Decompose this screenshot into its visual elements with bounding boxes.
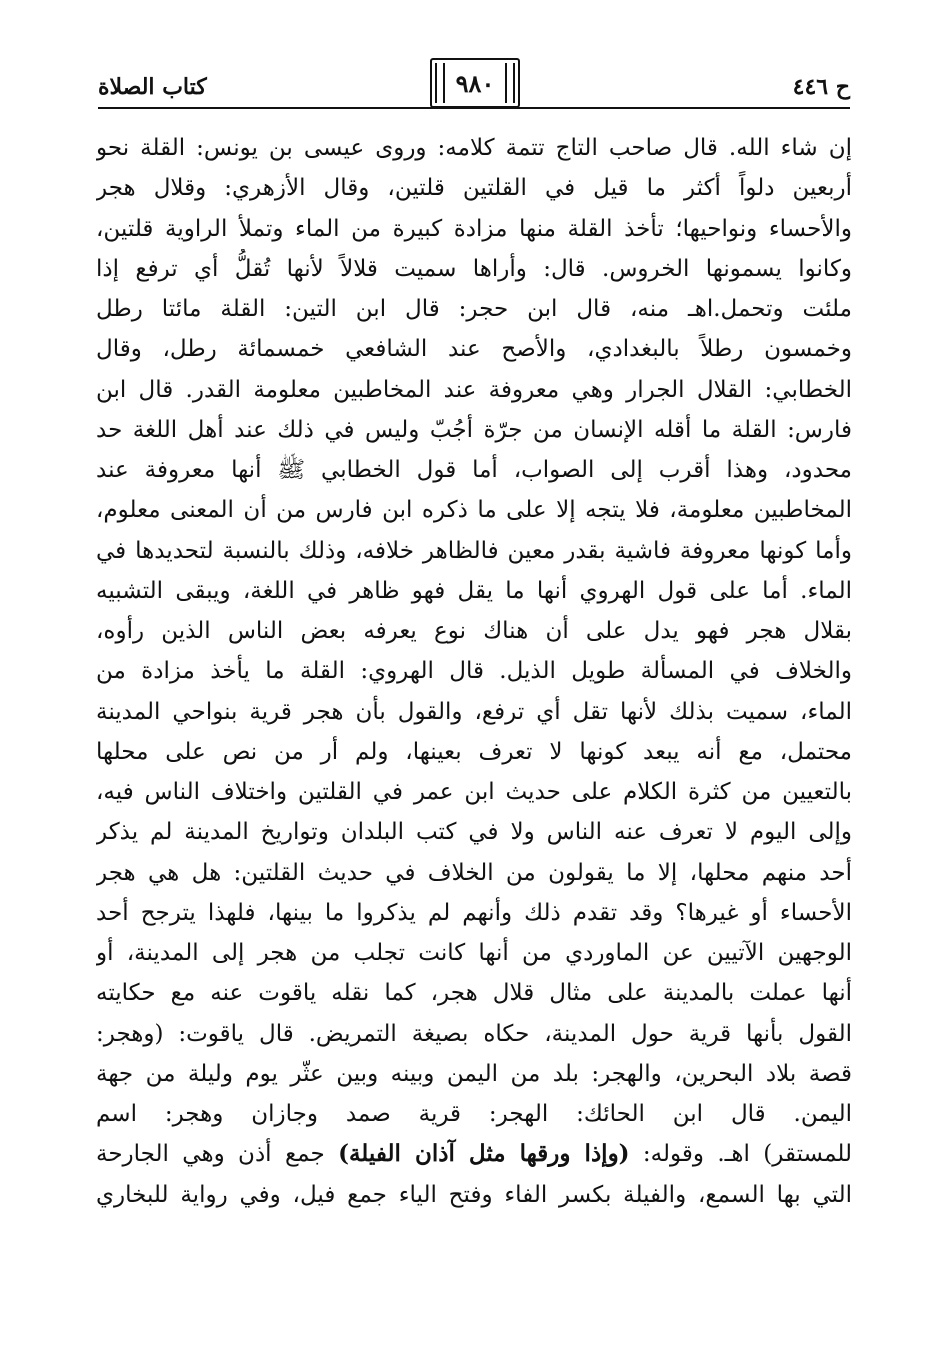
text-line: الماء. أما على قول الهروي أنها ما يقل فهو ظاهر في اللغة، ويبقى التشبيه [96,577,852,604]
hadith-quote: (وإذا ورقها مثل آذان الفيلة) [338,1140,630,1168]
text-line: أنها عملت بالمدينة على مثال قلال هجر، كما نقله ياقوت عنه مع حكايته [96,980,852,1007]
text-line: ملئت وتحمل.اهـ منه، قال ابن حجر: قال ابن التين: القلة مائتا رطل [96,296,852,322]
text-line: بقلال هجر فهو يدل على أن هناك نوع يعرفه بعض الناس الذين رأوه، [96,618,852,644]
text-line: الأحساء أو غيرها؟ وقد تقدم ذلك وأنهم لم يذكروا ما بينها، فلهذا يترجح أحد [96,899,852,926]
text-line: إن شاء الله. قال صاحب التاج تتمة كلامه: وروى عيسى بن يونس: القلة نحو [96,135,852,161]
text-line-quote [96,1134,852,1174]
text-line: الوجهين الآتيين عن الماوردي من أنها كانت تجلب من هجر إلى المدينة، أو [96,940,852,966]
page-number: ٩٨٠ [455,69,495,98]
header-divider [98,107,850,109]
text-line: أربعين دلواً أكثر ما قيل في القلتين قلتين، وقال الأزهري: وقلال هجر [96,175,852,202]
text-line: وخمسون رطلاً بالبغدادي، والأصح عند الشافعي خمسمائة رطل، وقال [96,336,852,363]
page-header [98,58,850,110]
page-number-frame [430,58,520,108]
page-reference: ح ٤٤٦ [792,74,850,100]
text-line: وإلى اليوم لا تعرف عنه الناس ولا في كتب البلدان وتواريخ المدينة لم يذكر [96,819,852,846]
text-segment: جمع أذن وهي الجارحة [96,1141,339,1168]
text-line: التي بها السمع، والفيلة بكسر الفاء وفتح الياء جمع فيل، وفي رواية للبخاري [96,1181,852,1208]
text-line: محدود، وهذا أقرب إلى الصواب، أما قول الخطابي ﷺ أنها معروفة عند [96,457,852,483]
text-line: أحد منهم محلها، إلا ما يقولون من الخلاف في حديث القلتين: هل هي هجر [96,859,852,886]
text-line: والخلاف في المسألة طويل الذيل. قال الهروي: القلة ما يأخذ مزادة من [96,658,852,685]
text-line: وأما كونها معروفة فاشية بقدر معين فالظاهر خلافه، وذلك بالنسبة لتحديدها في [96,537,852,564]
book-title: كتاب الصلاة [98,74,207,100]
text-line: المخاطبين معلومة، فلا يتجه إلا على ما ذكره ابن فارس من أن المعنى معلوم، [96,497,852,524]
text-line: القول بأنها قرية حول المدينة، حكاه بصيغة التمريض. قال ياقوت: (وهجر: [96,1020,852,1047]
text-line: والأحساء ونواحيها؛ تأخذ القلة منها مزادة كبيرة من الماء وتملأ الراوية قلتين، [96,215,852,242]
text-line: محتمل، مع أنه يبعد كونها لا تعرف بعينها، ولم أر من نص على محلها [96,738,852,765]
text-line: بالتعيين من كثرة الكلام على حديث ابن عمر في القلتين واختلاف الناس فيه، [96,779,852,805]
text-line: فارس: القلة ما أقله الإنسان من جرّة أجُبّ وليس في ذلك عند أهل اللغة حد [96,416,852,443]
text-line: وكانوا يسمونها الخروس. قال: وأراها سميت قلالاً لأنها تُقلُّ أي ترفع إذا [96,255,852,282]
text-line: الماء، سميت بذلك لأنها تقل أي ترفع، والقول بأن هجر قرية بنواحي المدينة [96,698,852,725]
text-line: قصة بلاد البحرين، والهجر: بلد من اليمن وبينه وبين عثّر يوم وليلة من جهة [96,1060,852,1087]
text-segment: للمستقر) اهـ. وقوله: [629,1141,852,1168]
text-line: الخطابي: القلال الجرار وهي معروفة عند المخاطبين معلومة القدر. قال ابن [96,376,852,403]
text-line: اليمن. قال ابن الحائك: الهجر: قرية صمد وجازان وهجر: اسم [96,1101,852,1127]
body-text [96,128,852,1215]
